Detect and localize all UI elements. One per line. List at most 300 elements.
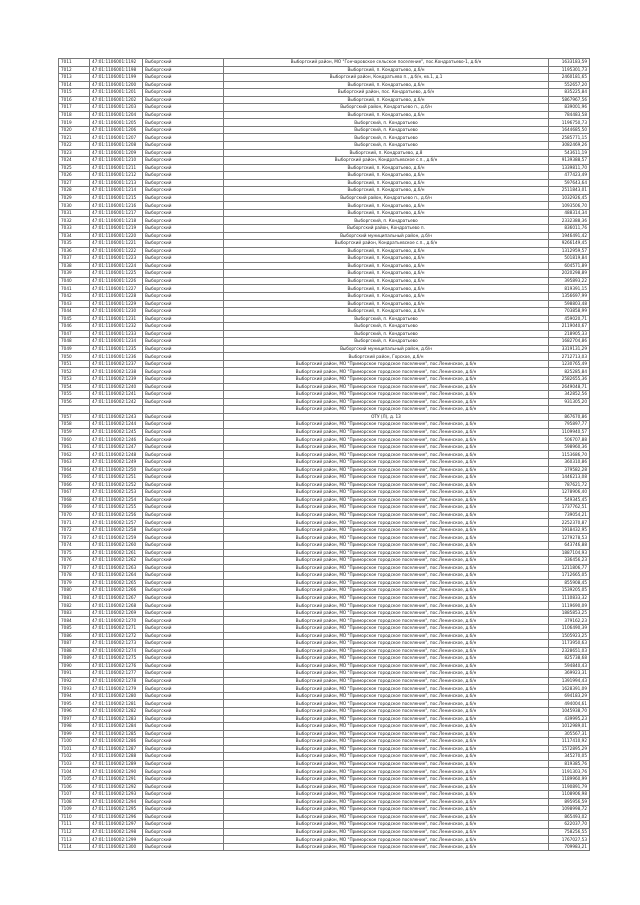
district-cell: Выборгский xyxy=(143,534,224,542)
row-number-cell: 7028 xyxy=(59,187,90,195)
cadastral-number-cell: 47:01:1106002:1251 xyxy=(90,474,143,482)
address-cell: Выборгский, п. Кондратьево, д.б/н xyxy=(224,172,549,180)
address-cell: Выборгский район, МО "Приморское городское поселение", пос.Ленинское, д.б/н xyxy=(224,511,549,519)
cadastral-number-cell: 47:01:1106002:1260 xyxy=(90,542,143,550)
table-row xyxy=(59,534,590,542)
table-row xyxy=(59,564,590,572)
address-cell: Выборгский район, МО "Приморское городское поселение", пос.Ленинское, д.б/н xyxy=(224,458,549,466)
address-cell: Выборгский муниципальный район, д.б/н xyxy=(224,345,549,353)
value-cell: 2119040,67 xyxy=(549,323,590,331)
row-number-cell: 7053 xyxy=(59,375,90,383)
address-cell: Выборгский район, Кондратьевское с.п., д.б/н xyxy=(224,240,549,248)
address-cell: Выборгский район, МО "Приморское городское поселение", пос.Ленинское, д.б/н xyxy=(224,564,549,572)
cadastral-number-cell: 47:01:1106001:1230 xyxy=(90,308,143,316)
row-number-cell: 7046 xyxy=(59,323,90,331)
address-cell: Выборгский район, МО "Приморское городское поселение", пос.Ленинское, д.б/н xyxy=(224,723,549,731)
district-cell: Выборгский xyxy=(143,700,224,708)
table-row xyxy=(59,345,590,353)
address-cell: Выборгский район, МО "Приморское городское поселение", пос.Ленинское, д.б/н xyxy=(224,806,549,814)
cadastral-number-cell: 47:01:1106002:1299 xyxy=(90,836,143,844)
cadastral-number-cell: 47:01:1106002:1297 xyxy=(90,821,143,829)
cadastral-number-cell: 47:01:1106001:1215 xyxy=(90,194,143,202)
value-cell: 477423,49 xyxy=(549,172,590,180)
table-row xyxy=(59,775,590,783)
row-number-cell: 7060 xyxy=(59,436,90,444)
cadastral-table xyxy=(58,58,590,851)
value-cell: 2328651,03 xyxy=(549,647,590,655)
row-number-cell: 7087 xyxy=(59,640,90,648)
value-cell: 895956,59 xyxy=(549,798,590,806)
cadastral-number-cell: 47:01:1106002:1286 xyxy=(90,738,143,746)
table-row xyxy=(59,821,590,829)
address-cell: Выборгский район, МО "Приморское городское поселение", пос.Ленинское, д.б/н xyxy=(224,549,549,557)
row-number-cell: 7036 xyxy=(59,247,90,255)
cadastral-number-cell: 47:01:1106002:1290 xyxy=(90,768,143,776)
address-cell: Выборгский, п. Кондратьево xyxy=(224,217,549,225)
district-cell: Выборгский xyxy=(143,375,224,383)
value-cell: 709983,21 xyxy=(549,843,590,851)
cadastral-number-cell: 47:01:1106001:1206 xyxy=(90,126,143,134)
value-cell: 643746,88 xyxy=(549,542,590,550)
table-row xyxy=(59,798,590,806)
table-row xyxy=(59,323,590,331)
row-number-cell: 7042 xyxy=(59,292,90,300)
value-cell: 2649048,71 xyxy=(549,383,590,391)
district-cell: Выборгский xyxy=(143,292,224,300)
row-number-cell: 7022 xyxy=(59,142,90,150)
cadastral-number-cell: 47:01:1106002:1258 xyxy=(90,526,143,534)
value-cell: 1108906,98 xyxy=(549,791,590,799)
address-cell: Выборгский район, МО "Приморское городское поселение", пос.Ленинское, д.б/н xyxy=(224,640,549,648)
table-row xyxy=(59,474,590,482)
district-cell: Выборгский xyxy=(143,240,224,248)
table-row xyxy=(59,398,590,406)
row-number-cell: 7037 xyxy=(59,255,90,263)
address-cell: Выборгский, п. Кондратьево xyxy=(224,134,549,142)
cadastral-number-cell: 47:01:1106001:1205 xyxy=(90,119,143,127)
district-cell: Выборгский xyxy=(143,217,224,225)
cadastral-number-cell: 47:01:1106001:1219 xyxy=(90,225,143,233)
row-number-cell: 7097 xyxy=(59,715,90,723)
row-number-cell: 7099 xyxy=(59,730,90,738)
value-cell: 1312959,57 xyxy=(549,247,590,255)
address-cell: Выборгский район, МО "Приморское городское поселение", пос.Ленинское, д.б/н xyxy=(224,760,549,768)
cadastral-number-cell: 47:01:1106002:1291 xyxy=(90,775,143,783)
district-cell: Выборгский xyxy=(143,315,224,323)
value-cell: 622037,70 xyxy=(549,821,590,829)
table-row xyxy=(59,157,590,165)
value-cell: 1045938,70 xyxy=(549,708,590,716)
cadastral-number-cell: 47:01:1106002:1268 xyxy=(90,602,143,610)
table-row xyxy=(59,813,590,821)
district-cell: Выборгский xyxy=(143,149,224,157)
value-cell: 825738,68 xyxy=(549,655,590,663)
district-cell: Выборгский xyxy=(143,451,224,459)
district-cell: Выборгский xyxy=(143,285,224,293)
row-number-cell: 7111 xyxy=(59,821,90,829)
row-number-cell: 7058 xyxy=(59,421,90,429)
row-number-cell: 7013 xyxy=(59,74,90,82)
district-cell: Выборгский xyxy=(143,572,224,580)
district-cell: Выборгский xyxy=(143,247,224,255)
table-row xyxy=(59,421,590,429)
cadastral-number-cell: 47:01:1106001:1201 xyxy=(90,89,143,97)
table-row xyxy=(59,708,590,716)
value-cell: 3319131,29 xyxy=(549,345,590,353)
district-cell: Выборгский xyxy=(143,330,224,338)
value-cell: 1885853,25 xyxy=(549,609,590,617)
address-cell: Выборгский район, МО "Приморское городское поселение", пос.Ленинское, д.б/н xyxy=(224,670,549,678)
address-cell: Выборгский район, МО "Приморское городское поселение", пос.Ленинское, д.б/н xyxy=(224,406,549,414)
cadastral-number-cell: 47:01:1106002:1263 xyxy=(90,564,143,572)
district-cell: Выборгский xyxy=(143,557,224,565)
table-row xyxy=(59,391,590,399)
row-number-cell: 7089 xyxy=(59,655,90,663)
cadastral-number-cell: 47:01:1106002:1259 xyxy=(90,534,143,542)
table-row xyxy=(59,74,590,82)
row-number-cell: 7084 xyxy=(59,617,90,625)
cadastral-number-cell: 47:01:1106001:1203 xyxy=(90,104,143,112)
value-cell: 360310,86 xyxy=(549,458,590,466)
cadastral-number-cell xyxy=(90,406,143,414)
table-row xyxy=(59,428,590,436)
cadastral-number-cell: 47:01:1106002:1250 xyxy=(90,466,143,474)
district-cell: Выборгский xyxy=(143,602,224,610)
cadastral-number-cell: 47:01:1106002:1277 xyxy=(90,670,143,678)
address-cell: Выборгский, п. Кондратьево, д.8 xyxy=(224,149,549,157)
value-cell: 1196750,73 xyxy=(549,119,590,127)
value-cell: 488314,34 xyxy=(549,209,590,217)
cadastral-number-cell: 47:01:1106001:1228 xyxy=(90,292,143,300)
row-number-cell: 7025 xyxy=(59,164,90,172)
row-number-cell: 7106 xyxy=(59,783,90,791)
table-row xyxy=(59,542,590,550)
address-cell: Выборгский район, МО "Приморское городское поселение", пос.Ленинское, д.б/н xyxy=(224,579,549,587)
cadastral-number-cell: 47:01:1106002:1257 xyxy=(90,519,143,527)
row-number-cell: 7044 xyxy=(59,308,90,316)
address-cell: Выборгский район, Кондратьево п. xyxy=(224,225,549,233)
cadastral-number-cell: 47:01:1106001:1236 xyxy=(90,353,143,361)
district-cell: Выборгский xyxy=(143,474,224,482)
row-number-cell: 7110 xyxy=(59,813,90,821)
value-cell: 819391,15 xyxy=(549,285,590,293)
address-cell: Выборгский, п. Кондратьево, д.б/н xyxy=(224,202,549,210)
district-cell: Выборгский xyxy=(143,798,224,806)
district-cell: Выборгский xyxy=(143,640,224,648)
table-row xyxy=(59,308,590,316)
cadastral-number-cell: 47:01:1106002:1252 xyxy=(90,481,143,489)
address-cell: Выборгский район, МО "Приморское городское поселение", пос.Ленинское, д.б/н xyxy=(224,481,549,489)
district-cell: Выборгский xyxy=(143,662,224,670)
address-cell: Выборгский, п. Кондратьево xyxy=(224,126,549,134)
value-cell: 1189960,99 xyxy=(549,775,590,783)
table-row xyxy=(59,836,590,844)
value-cell: 865493,02 xyxy=(549,813,590,821)
table-row xyxy=(59,375,590,383)
table-row xyxy=(59,738,590,746)
row-number-cell: 7045 xyxy=(59,315,90,323)
value-cell: 784483,58 xyxy=(549,111,590,119)
cadastral-number-cell: 47:01:1106002:1237 xyxy=(90,360,143,368)
district-cell: Выборгский xyxy=(143,225,224,233)
district-cell: Выборгский xyxy=(143,828,224,836)
district-cell: Выборгский xyxy=(143,436,224,444)
value-cell: 836011,76 xyxy=(549,225,590,233)
district-cell: Выборгский xyxy=(143,74,224,82)
address-cell: Выборгский, п. Кондратьево, д.б/н xyxy=(224,96,549,104)
row-number-cell: 7103 xyxy=(59,760,90,768)
address-cell: Выборгский, п. Кондратьево xyxy=(224,338,549,346)
address-cell: Выборгский, п. Кондратьево xyxy=(224,330,549,338)
district-cell: Выборгский xyxy=(143,66,224,74)
address-cell: Выборгский район, МО "Приморское городское поселение", пос.Ленинское, д.б/н xyxy=(224,647,549,655)
cadastral-number-cell: 47:01:1106002:1275 xyxy=(90,655,143,663)
address-cell: Выборгский район, МО "Приморское городское поселение", пос.Ленинское, д.б/н xyxy=(224,715,549,723)
table-row xyxy=(59,255,590,263)
value-cell: 594840,43 xyxy=(549,662,590,670)
cadastral-number-cell: 47:01:1106001:1209 xyxy=(90,149,143,157)
table-row xyxy=(59,579,590,587)
address-cell: Выборгский район, МО "Приморское городское поселение", пос.Ленинское, д.б/н xyxy=(224,496,549,504)
cadastral-number-cell: 47:01:1106001:1204 xyxy=(90,111,143,119)
district-cell: Выборгский xyxy=(143,715,224,723)
table-row xyxy=(59,519,590,527)
address-cell: Выборгский, п. Кондратьево, д.б/н xyxy=(224,179,549,187)
address-cell: Выборгский район, МО "Приморское городское поселение", пос.Ленинское, д.б/н xyxy=(224,821,549,829)
address-cell: Выборгский район, МО "Приморское городское поселение", пос.Ленинское, д.б/н xyxy=(224,504,549,512)
table-row xyxy=(59,760,590,768)
cadastral-number-cell: 47:01:1106001:1216 xyxy=(90,202,143,210)
value-cell: 1191303,76 xyxy=(549,768,590,776)
value-cell: 1032926,45 xyxy=(549,194,590,202)
cadastral-number-cell: 47:01:1106002:1269 xyxy=(90,609,143,617)
value-cell: 758256,55 xyxy=(549,828,590,836)
row-number-cell: 7049 xyxy=(59,345,90,353)
row-number-cell: 7091 xyxy=(59,670,90,678)
value-cell: 931305,20 xyxy=(549,398,590,406)
address-cell: Выборгский район, МО "Приморское городское поселение", пос.Ленинское, д.б/н xyxy=(224,775,549,783)
row-number-cell: 7026 xyxy=(59,172,90,180)
row-number-cell: 7019 xyxy=(59,119,90,127)
value-cell: 1195301,73 xyxy=(549,66,590,74)
row-number-cell: 7041 xyxy=(59,285,90,293)
cadastral-number-cell: 47:01:1106001:1198 xyxy=(90,66,143,74)
cadastral-number-cell: 47:01:1106001:1233 xyxy=(90,330,143,338)
value-cell: 543611,19 xyxy=(549,149,590,157)
table-row xyxy=(59,413,590,421)
row-number-cell: 7072 xyxy=(59,526,90,534)
value-cell: 1633183,59 xyxy=(549,59,590,67)
address-cell: Выборгский район, МО "Приморское городское поселение", пос.Ленинское, д.б/н xyxy=(224,738,549,746)
address-cell: Выборгский район, МО "Приморское городское поселение", пос.Ленинское, д.б/н xyxy=(224,489,549,497)
row-number-cell: 7018 xyxy=(59,111,90,119)
district-cell: Выборгский xyxy=(143,594,224,602)
row-number-cell: 7067 xyxy=(59,489,90,497)
district-cell: Выборгский xyxy=(143,677,224,685)
row-number-cell: 7024 xyxy=(59,157,90,165)
row-number-cell: 7085 xyxy=(59,625,90,633)
district-cell: Выборгский xyxy=(143,232,224,240)
value-cell: 1153686,70 xyxy=(549,451,590,459)
value-cell: 342852,56 xyxy=(549,391,590,399)
table-row xyxy=(59,142,590,150)
row-number-cell: 7093 xyxy=(59,685,90,693)
district-cell: Выборгский xyxy=(143,843,224,851)
value-cell: 739054,21 xyxy=(549,511,590,519)
address-cell: Выборгский район, МО "Приморское городское поселение", пос.Ленинское, д.б/н xyxy=(224,813,549,821)
table-row xyxy=(59,670,590,678)
row-number-cell: 7030 xyxy=(59,202,90,210)
row-number-cell: 7086 xyxy=(59,632,90,640)
cadastral-number-cell: 47:01:1106001:1222 xyxy=(90,247,143,255)
row-number-cell: 7021 xyxy=(59,134,90,142)
district-cell: Выборгский xyxy=(143,745,224,753)
value-cell: 1339811,70 xyxy=(549,164,590,172)
value-cell: 9139388,57 xyxy=(549,157,590,165)
district-cell: Выборгский xyxy=(143,655,224,663)
value-cell: 305567,31 xyxy=(549,730,590,738)
table-row xyxy=(59,753,590,761)
value-cell: 1106490,39 xyxy=(549,625,590,633)
district-cell: Выборгский xyxy=(143,126,224,134)
row-number-cell: 7108 xyxy=(59,798,90,806)
row-number-cell: 7038 xyxy=(59,262,90,270)
cadastral-number-cell: 47:01:1106002:1278 xyxy=(90,677,143,685)
table-row xyxy=(59,240,590,248)
district-cell: Выборгский xyxy=(143,791,224,799)
district-cell: Выборгский xyxy=(143,428,224,436)
row-number-cell: 7061 xyxy=(59,443,90,451)
cadastral-number-cell: 47:01:1106001:1226 xyxy=(90,277,143,285)
table-row xyxy=(59,187,590,195)
table-row xyxy=(59,270,590,278)
address-cell: Выборгский район, МО "Приморское городское поселение", пос.Ленинское, д.б/н xyxy=(224,383,549,391)
district-cell: Выборгский xyxy=(143,542,224,550)
district-cell: Выборгский xyxy=(143,760,224,768)
table-row xyxy=(59,700,590,708)
address-cell: Выборгский район, МО "Приморское городское поселение", пос.Ленинское, д.б/н xyxy=(224,602,549,610)
address-cell: Выборгский район, МО "Приморское городское поселение", пос.Ленинское, д.б/н xyxy=(224,798,549,806)
table-row xyxy=(59,617,590,625)
cadastral-number-cell: 47:01:1106002:1294 xyxy=(90,798,143,806)
value-cell: 439995,23 xyxy=(549,715,590,723)
row-number-cell: 7055 xyxy=(59,391,90,399)
value-cell: 597643,64 xyxy=(549,179,590,187)
table-row xyxy=(59,111,590,119)
cadastral-number-cell: 47:01:1106001:1224 xyxy=(90,262,143,270)
address-cell: Выборгский, п. Кондратьево, д.б/н xyxy=(224,262,549,270)
address-cell: Выборгский район, МО "Приморское городское поселение", пос.Ленинское, д.б/н xyxy=(224,677,549,685)
table-row xyxy=(59,587,590,595)
district-cell: Выборгский xyxy=(143,632,224,640)
table-row xyxy=(59,285,590,293)
table-row xyxy=(59,466,590,474)
address-cell: Выборгский район, МО "Приморское городское поселение", пос.Ленинское, д.б/н xyxy=(224,428,549,436)
district-cell: Выборгский xyxy=(143,172,224,180)
table-row xyxy=(59,806,590,814)
cadastral-number-cell: 47:01:1106002:1255 xyxy=(90,504,143,512)
cadastral-number-cell: 47:01:1106002:1238 xyxy=(90,368,143,376)
value-cell: 1190891,79 xyxy=(549,783,590,791)
district-cell: Выборгский xyxy=(143,187,224,195)
district-cell: Выборгский xyxy=(143,323,224,331)
table-row xyxy=(59,126,590,134)
address-cell: Выборгский район, МО "Приморское городское поселение", пос.Ленинское, д.б/н xyxy=(224,368,549,376)
value-cell: 2511843,01 xyxy=(549,187,590,195)
cadastral-number-cell: 47:01:1106001:1229 xyxy=(90,300,143,308)
value-cell: 839001,96 xyxy=(549,104,590,112)
value-cell: 549345,45 xyxy=(549,496,590,504)
district-cell: Выборгский xyxy=(143,277,224,285)
row-number-cell: 7047 xyxy=(59,330,90,338)
district-cell: Выборгский xyxy=(143,345,224,353)
row-number-cell: 7094 xyxy=(59,692,90,700)
table-row xyxy=(59,277,590,285)
value-cell: 703858,99 xyxy=(549,308,590,316)
district-cell: Выборгский xyxy=(143,768,224,776)
district-cell: Выборгский xyxy=(143,775,224,783)
cadastral-number-cell: 47:01:1106001:1192 xyxy=(90,59,143,67)
district-cell: Выборгский xyxy=(143,504,224,512)
address-cell: Выборгский район, МО "Приморское городское поселение", пос.Ленинское, д.б/н xyxy=(224,451,549,459)
row-number-cell: 7095 xyxy=(59,700,90,708)
cadastral-number-cell: 47:01:1106002:1298 xyxy=(90,828,143,836)
row-number-cell: 7109 xyxy=(59,806,90,814)
address-cell: Выборгский район, МО "Приморское городское поселение", пос.Ленинское, д.б/н xyxy=(224,436,549,444)
row-number-cell: 7073 xyxy=(59,534,90,542)
value-cell: 1109940,57 xyxy=(549,428,590,436)
row-number-cell: 7080 xyxy=(59,587,90,595)
value-cell: 1539205,05 xyxy=(549,587,590,595)
district-cell: Выборгский xyxy=(143,338,224,346)
row-number-cell: 7112 xyxy=(59,828,90,836)
value-cell: 9266149,45 xyxy=(549,240,590,248)
row-number-cell: 7077 xyxy=(59,564,90,572)
address-cell: Выборгский район, МО "Приморское городское поселение", пос.Ленинское, д.б/н xyxy=(224,398,549,406)
district-cell: Выборгский xyxy=(143,821,224,829)
value-cell: 598960,36 xyxy=(549,443,590,451)
value-cell: 2332388,36 xyxy=(549,217,590,225)
row-number-cell: 7031 xyxy=(59,209,90,217)
table-row xyxy=(59,202,590,210)
cadastral-number-cell: 47:01:1106002:1253 xyxy=(90,489,143,497)
row-number-cell: 7014 xyxy=(59,81,90,89)
value-cell: 835225,84 xyxy=(549,89,590,97)
table-row xyxy=(59,209,590,217)
table-row xyxy=(59,134,590,142)
cadastral-number-cell: 47:01:1106001:1235 xyxy=(90,345,143,353)
cadastral-number-cell: 47:01:1106002:1289 xyxy=(90,760,143,768)
cadastral-number-cell: 47:01:1106002:1241 xyxy=(90,391,143,399)
table-row xyxy=(59,194,590,202)
address-cell: Выборгский район, МО "Приморское городское поселение", пос.Ленинское, д.б/н xyxy=(224,730,549,738)
value-cell: 379162,23 xyxy=(549,617,590,625)
row-number-cell: 7039 xyxy=(59,270,90,278)
address-cell: Выборгский район, МО "Приморское городское поселение", пос.Ленинское, д.б/н xyxy=(224,753,549,761)
table-row xyxy=(59,715,590,723)
district-cell: Выборгский xyxy=(143,685,224,693)
table-row xyxy=(59,625,590,633)
address-cell: Выборгский район, МО "Приморское городское поселение", пос.Ленинское, д.б/н xyxy=(224,443,549,451)
value-cell: 1093506,70 xyxy=(549,202,590,210)
cadastral-number-cell: 47:01:1106002:1272 xyxy=(90,632,143,640)
address-cell: Выборгский район, МО "Приморское городское поселение", пос.Ленинское, д.б/н xyxy=(224,632,549,640)
cadastral-number-cell: 47:01:1106001:1218 xyxy=(90,217,143,225)
value-cell: 1278906,40 xyxy=(549,489,590,497)
table-row xyxy=(59,843,590,851)
district-cell: Выборгский xyxy=(143,164,224,172)
district-cell: Выборгский xyxy=(143,391,224,399)
